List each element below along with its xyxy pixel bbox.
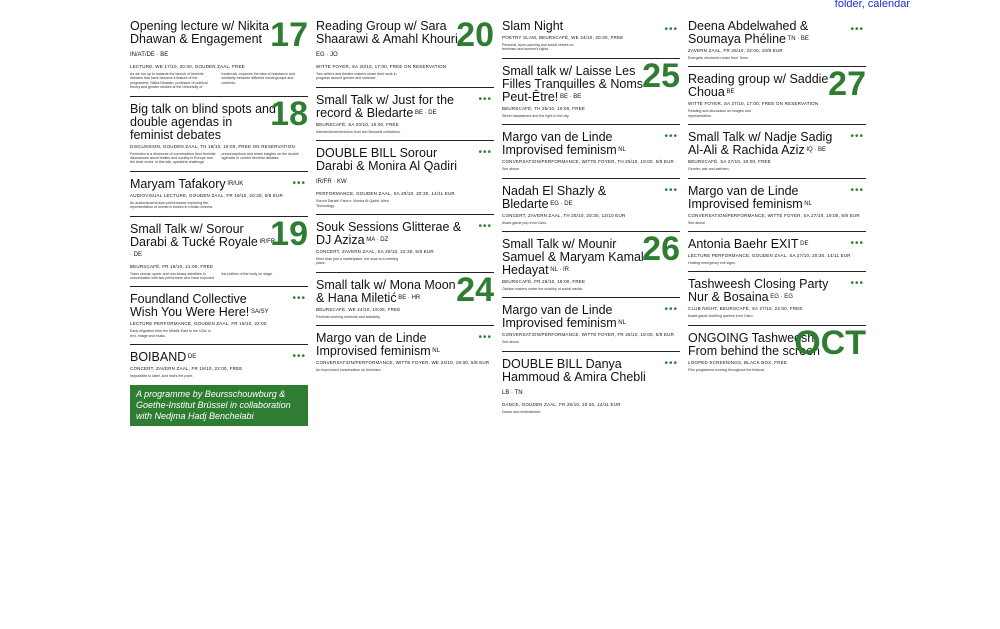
origin-tag: IR/UK: [225, 180, 244, 187]
day-number: 18: [270, 95, 308, 133]
event-meta: DANCE, GOUDEN ZAAL, FR 26/10, 20:30, 14/11 EUR: [502, 401, 621, 407]
event-item: [688, 271, 866, 318]
event-description: Energetic electronic music from Tunis.: [688, 56, 749, 60]
event-title: DOUBLE BILL Danya Hammoud & Amira Chebli $^{LB \cdot TN}$: [502, 356, 646, 396]
event-description: Intersectional feminism from two Brussels collectives.: [316, 129, 401, 134]
event-description: Avant-garde clubbing queens from Cairo.: [688, 314, 754, 319]
event-meta: LOOPED SCREENINGS, BLACK BOX, FREE: [688, 359, 788, 365]
origin-tag: TN · BE: [785, 36, 809, 42]
event-description: Early migration from the Middle East to the USA, in text, image and music.: [130, 329, 212, 338]
event-meta: CONVERSATION/PERFORMANCE, WITTE FOYER, FR 26/10, 19:00, 5/8 EUR: [502, 332, 675, 338]
event-meta: CONVERSATION/PERFORMANCE, WITTE FOYER, SA 27/10, 19:00, 5/8 EUR: [688, 212, 860, 218]
dots-icon: •••: [478, 147, 492, 159]
event-description: Film programme running throughout the festival.: [688, 367, 765, 372]
event-description: Trans sexual, queer and non-binary identities in conversation with two performers who have explored the politics of the body on stage.: [130, 271, 274, 281]
event-item: [130, 171, 308, 210]
event-title: BOIBAND $^{DE}$: [130, 350, 197, 365]
poster-column: [688, 18, 866, 608]
event-description: Hosting emergency exit signs.: [688, 261, 736, 266]
event-title: Nadah El Shazly & Bledarte $^{EG \cdot DE}$: [502, 183, 607, 211]
event-meta: CLUB NIGHT, BEURSCAFÉ, SA 27/10, 22:00, FREE: [688, 306, 803, 312]
dots-icon: •••: [664, 131, 678, 143]
dots-icon: •••: [664, 24, 678, 35]
origin-tag: EG · DE: [548, 200, 573, 207]
event-item: [688, 124, 866, 171]
dots-icon: •••: [292, 293, 306, 305]
day-number: 24: [456, 271, 494, 309]
dots-icon: •••: [850, 238, 864, 250]
event-description: Dance and embodiment.: [502, 409, 542, 414]
event-title: Slam Night: [502, 19, 564, 33]
origin-tag: NL: [430, 348, 440, 355]
dots-icon: •••: [850, 24, 864, 35]
origin-tag: IR/FR · DE: [130, 238, 276, 258]
day-number: 19: [270, 215, 308, 253]
event-title: Small Talk w/ Sorour Darabi & Tucké Royale $^{IR/FR \cdot DE}$: [130, 221, 276, 258]
event-item: [316, 18, 494, 81]
event-item: [502, 231, 680, 291]
origin-tag: BE · DE: [413, 109, 437, 116]
event-description: An audiovisual lecture-performance exploring the representation of women's bodies in Iranian cinema.: [130, 200, 213, 210]
origin-tag: IR/FR · KW: [316, 179, 347, 186]
origin-tag: NL: [616, 320, 626, 327]
event-item: [130, 286, 308, 338]
event-title: Small talk w/ Laisse Les Filles Tranquilles & Noms Peut-Être! $^{BE \cdot BE}$: [502, 63, 644, 104]
event-description: Street harassment and the right to the city.: [502, 113, 570, 118]
event-item: [688, 178, 866, 225]
dots-icon: •••: [292, 351, 306, 363]
event-title: Antonia Baehr EXIT $^{DE}$: [688, 237, 809, 252]
event-title: Margo van de Linde Improvised feminism $^{NL}$: [688, 183, 812, 211]
event-description: See above: [688, 220, 706, 225]
folder-calendar-link[interactable]: folder, calendar: [834, 0, 910, 10]
event-meta: AUDIOVISUAL LECTURE, GOUDEN ZAAL, FR 19/10, 20:30, 5/8 EUR: [130, 192, 283, 198]
event-meta: CONVERSATION/PERFORMANCE, WITTE FOYER, TH 25/10, 19:00, 5/8 EUR: [502, 159, 674, 165]
origin-tag: IQ · BE: [804, 147, 827, 154]
dots-icon: •••: [664, 304, 678, 316]
poster-column: [316, 18, 494, 608]
origin-tag: IN/AT/DE · BE: [130, 52, 169, 58]
event-meta: CONCERT, ZAVERN ZAAL, TH 25/10, 20:30, 12/10 EUR: [502, 212, 626, 218]
event-item: [688, 66, 866, 118]
event-title: Reading Group w/ Sara Shaarawi & Amahl Khouri $^{EG \cdot JO}$: [316, 19, 458, 58]
origin-tag: EG · EG: [768, 294, 793, 301]
origin-tag: MA · DZ: [364, 237, 389, 244]
event-description: See above: [502, 340, 520, 345]
event-description: An improvised conversation on feminism.: [316, 368, 382, 373]
event-item: [316, 272, 494, 319]
event-meta: BEURSCAFÉ, WE 24/10, 19:00, FREE: [316, 306, 401, 312]
event-description: Avant-garde pop from Cairo.: [502, 220, 548, 225]
event-title: Margo van de Linde Improvised feminism $^{NL}$: [502, 303, 626, 331]
day-number: 20: [456, 18, 494, 54]
event-title: DOUBLE BILL Sorour Darabi & Monira Al Qadiri $^{IR/FR \cdot KW}$: [316, 146, 458, 186]
event-meta: CONVERSATION/PERFORMANCE, WITTE FOYER, WE 24/10, 19:00, 5/8 EUR: [316, 360, 490, 366]
event-meta: LECTURE, WE 17/10, 20:30, GOUDEN ZAAL, FREE: [130, 64, 245, 69]
dots-icon: •••: [478, 332, 492, 344]
event-title: Margo van de Linde Improvised feminism $^{NL}$: [502, 130, 626, 158]
origin-tag: NL · IR: [548, 267, 570, 274]
dots-icon: •••: [850, 278, 864, 290]
poster-column: [502, 18, 680, 608]
event-item: [502, 351, 680, 414]
event-meta: BEURSCAFÉ, SA 27/10, 19:00, FREE: [688, 159, 771, 165]
event-title: Small Talk w/ Nadje Sadig Al-Ali & Rachida Aziz $^{IQ \cdot BE}$: [688, 130, 833, 158]
programme-banner: A programme by Beursschouwburg & Goethe-Institut Brüssel in collaboration with Nedjma Hadj Benchelabi: [130, 385, 308, 426]
event-meta: LECTURE PERFORMANCE, GOUDEN ZAAL, FR 19/10, 22:00: [130, 321, 267, 327]
event-meta: LECTURE PERFORMANCE, GOUDEN ZAAL, SA 27/10, 20:30, 14/11 EUR: [688, 253, 851, 259]
event-meta: WITTE FOYER, SA 27/10, 17:00, FREE ON RESERVATION: [688, 101, 819, 107]
event-title: Deena Abdelwahed & Soumaya Phéline $^{TN \cdot BE}$: [688, 19, 809, 46]
event-item: [316, 325, 494, 372]
event-meta: PERFORMANCE, GOUDEN ZAAL, SA 20/10, 20:30, 14/11 EUR: [316, 191, 455, 197]
event-description: Two writers and theatre makers share their work in progress around gender and violence.: [316, 72, 397, 81]
event-title: Reading group w/ Saddie Choua $^{BE}$: [688, 72, 829, 100]
dots-icon: •••: [292, 177, 306, 189]
origin-tag: NL: [616, 147, 626, 154]
event-title: Maryam Tafakory $^{IR/UK}$: [130, 176, 244, 191]
day-number: 25: [642, 57, 680, 95]
event-meta: BEURSCAFÉ, SA 20/10, 19:00, FREE: [316, 121, 399, 127]
event-item: [316, 140, 494, 208]
event-description: Feminism is a discourse of conversation from feminist discussions about bodies and society in Europe and the Arab world. In this talk, speakers challenge preconceptions and share insights on the double agendas in current feminist debates.: [130, 151, 299, 165]
event-item: [502, 18, 680, 52]
event-item: [130, 18, 308, 90]
event-title: Foundland Collective Wish You Were Here! $^{SA/SY}$: [130, 292, 269, 320]
event-title: Souk Sessions Glitterae & DJ Aziza $^{MA \cdot DZ}$: [316, 220, 462, 248]
event-meta: BEURSCAFÉ, TH 25/10, 19:00, FREE: [502, 105, 586, 111]
event-meta: DISCUSSION, GOUDEN ZAAL, TH 18/10, 19:00, FREE ON RESERVATION: [130, 143, 295, 149]
origin-tag: LB · TN: [502, 389, 523, 396]
event-item: [502, 178, 680, 225]
event-description: Reading and discussion on images and representation.: [688, 109, 751, 118]
day-number: OCT: [794, 324, 866, 362]
event-description: More than just a marketplace, the souk is a meeting place.: [316, 257, 399, 266]
event-title: Tashweesh Closing Party Nur & Bosaina $^{EG \cdot EG}$: [688, 277, 829, 305]
origin-tag: DE: [186, 354, 197, 361]
event-title: Opening lecture w/ Nikita Dhawan & Engagement $^{IN/AT/DE \cdot BE}$: [130, 19, 269, 58]
event-meta: POETRY SLAM, BEURSCAFÉ, WE 24/10, 20:30, FREE: [502, 35, 624, 40]
dots-icon: •••: [850, 184, 864, 196]
dots-icon: •••: [664, 184, 678, 196]
event-description: As we run up to towards the launch of feminist debates that have become a feature of the programme. Nikita Dhawan, professor of political theory and gender studies at the University of Innsbruck, explores the idea of resistance and solidarity between different social groups and contexts.: [130, 72, 295, 90]
dots-icon: •••: [478, 93, 492, 105]
event-meta: WITTE FOYER, SA 20/10, 17:00, FREE ON RESERVATION: [316, 64, 447, 69]
origin-tag: DE: [798, 241, 809, 248]
event-description: Feminist working methods and solidarity.: [316, 314, 381, 319]
event-item: [316, 87, 494, 134]
origin-tag: BE · HR: [396, 294, 421, 301]
event-item: [502, 124, 680, 171]
event-item: [130, 96, 308, 165]
event-title: Small Talk w/ Mounir Samuel & Maryam Kamal Hedayat $^{NL \cdot IR}$: [502, 237, 644, 278]
dots-icon: •••: [850, 131, 864, 143]
event-description: Gender, war and activism.: [688, 167, 730, 172]
origin-tag: BE · BE: [558, 93, 582, 100]
day-number: 17: [270, 18, 308, 54]
event-meta: BEURSCAFÉ, FR 19/10, 21:00, FREE: [130, 263, 214, 269]
poster-column: [130, 18, 308, 608]
event-meta: CONCERT, ZAVERN ZAAL, SA 20/10, 22:30, 5/8 EUR: [316, 249, 434, 255]
origin-tag: SA/SY: [249, 309, 269, 316]
event-title: Small talk w/ Mona Moon & Hana Miletić $^{BE \cdot HR}$: [316, 277, 456, 305]
event-item: [130, 344, 308, 378]
festival-poster: [130, 18, 870, 608]
origin-tag: BE: [724, 89, 735, 96]
event-title: Small Talk w/ Just for the record & Bledarte $^{BE \cdot DE}$: [316, 92, 455, 120]
event-description: Opinion makers under the scrutiny of social media.: [502, 287, 583, 292]
day-number: 26: [642, 231, 680, 269]
event-title: Big talk on blind spots and double agendas in feminist debates: [130, 101, 276, 142]
event-title: ONGOING Tashweesh From behind the screen: [688, 330, 821, 358]
event-item: [688, 18, 866, 60]
event-item: [502, 58, 680, 118]
event-item: [688, 325, 866, 372]
event-item: [130, 216, 308, 281]
event-item: [316, 214, 494, 266]
origin-tag: EG · JO: [316, 52, 338, 58]
event-item: [502, 297, 680, 344]
event-meta: CONCERT, ZAVERN ZAAL, FR 19/10, 22:00, FREE: [130, 366, 243, 372]
day-number: 27: [828, 66, 866, 104]
event-description: Personal, eyes-opening and social verses on feminism and women's rights.: [502, 43, 574, 52]
event-meta: BEURSCAFÉ, FR 26/10, 19:00, FREE: [502, 279, 586, 285]
event-description: See above: [502, 167, 520, 172]
dots-icon: •••: [664, 357, 678, 369]
origin-tag: NL: [802, 200, 812, 207]
dots-icon: •••: [478, 221, 492, 233]
event-title: Margo van de Linde Improvised feminism $^{NL}$: [316, 331, 440, 359]
event-item: [688, 231, 866, 265]
event-description: Impossible to label. And that's the point.: [130, 374, 194, 379]
event-description: Sorour Darabi: Farci.e. Monira Al Qadiri: Alien Technology.: [316, 199, 389, 208]
event-meta: ZAVERN ZAAL, FR 26/10, 22:00, 10/8 EUR: [688, 48, 783, 53]
